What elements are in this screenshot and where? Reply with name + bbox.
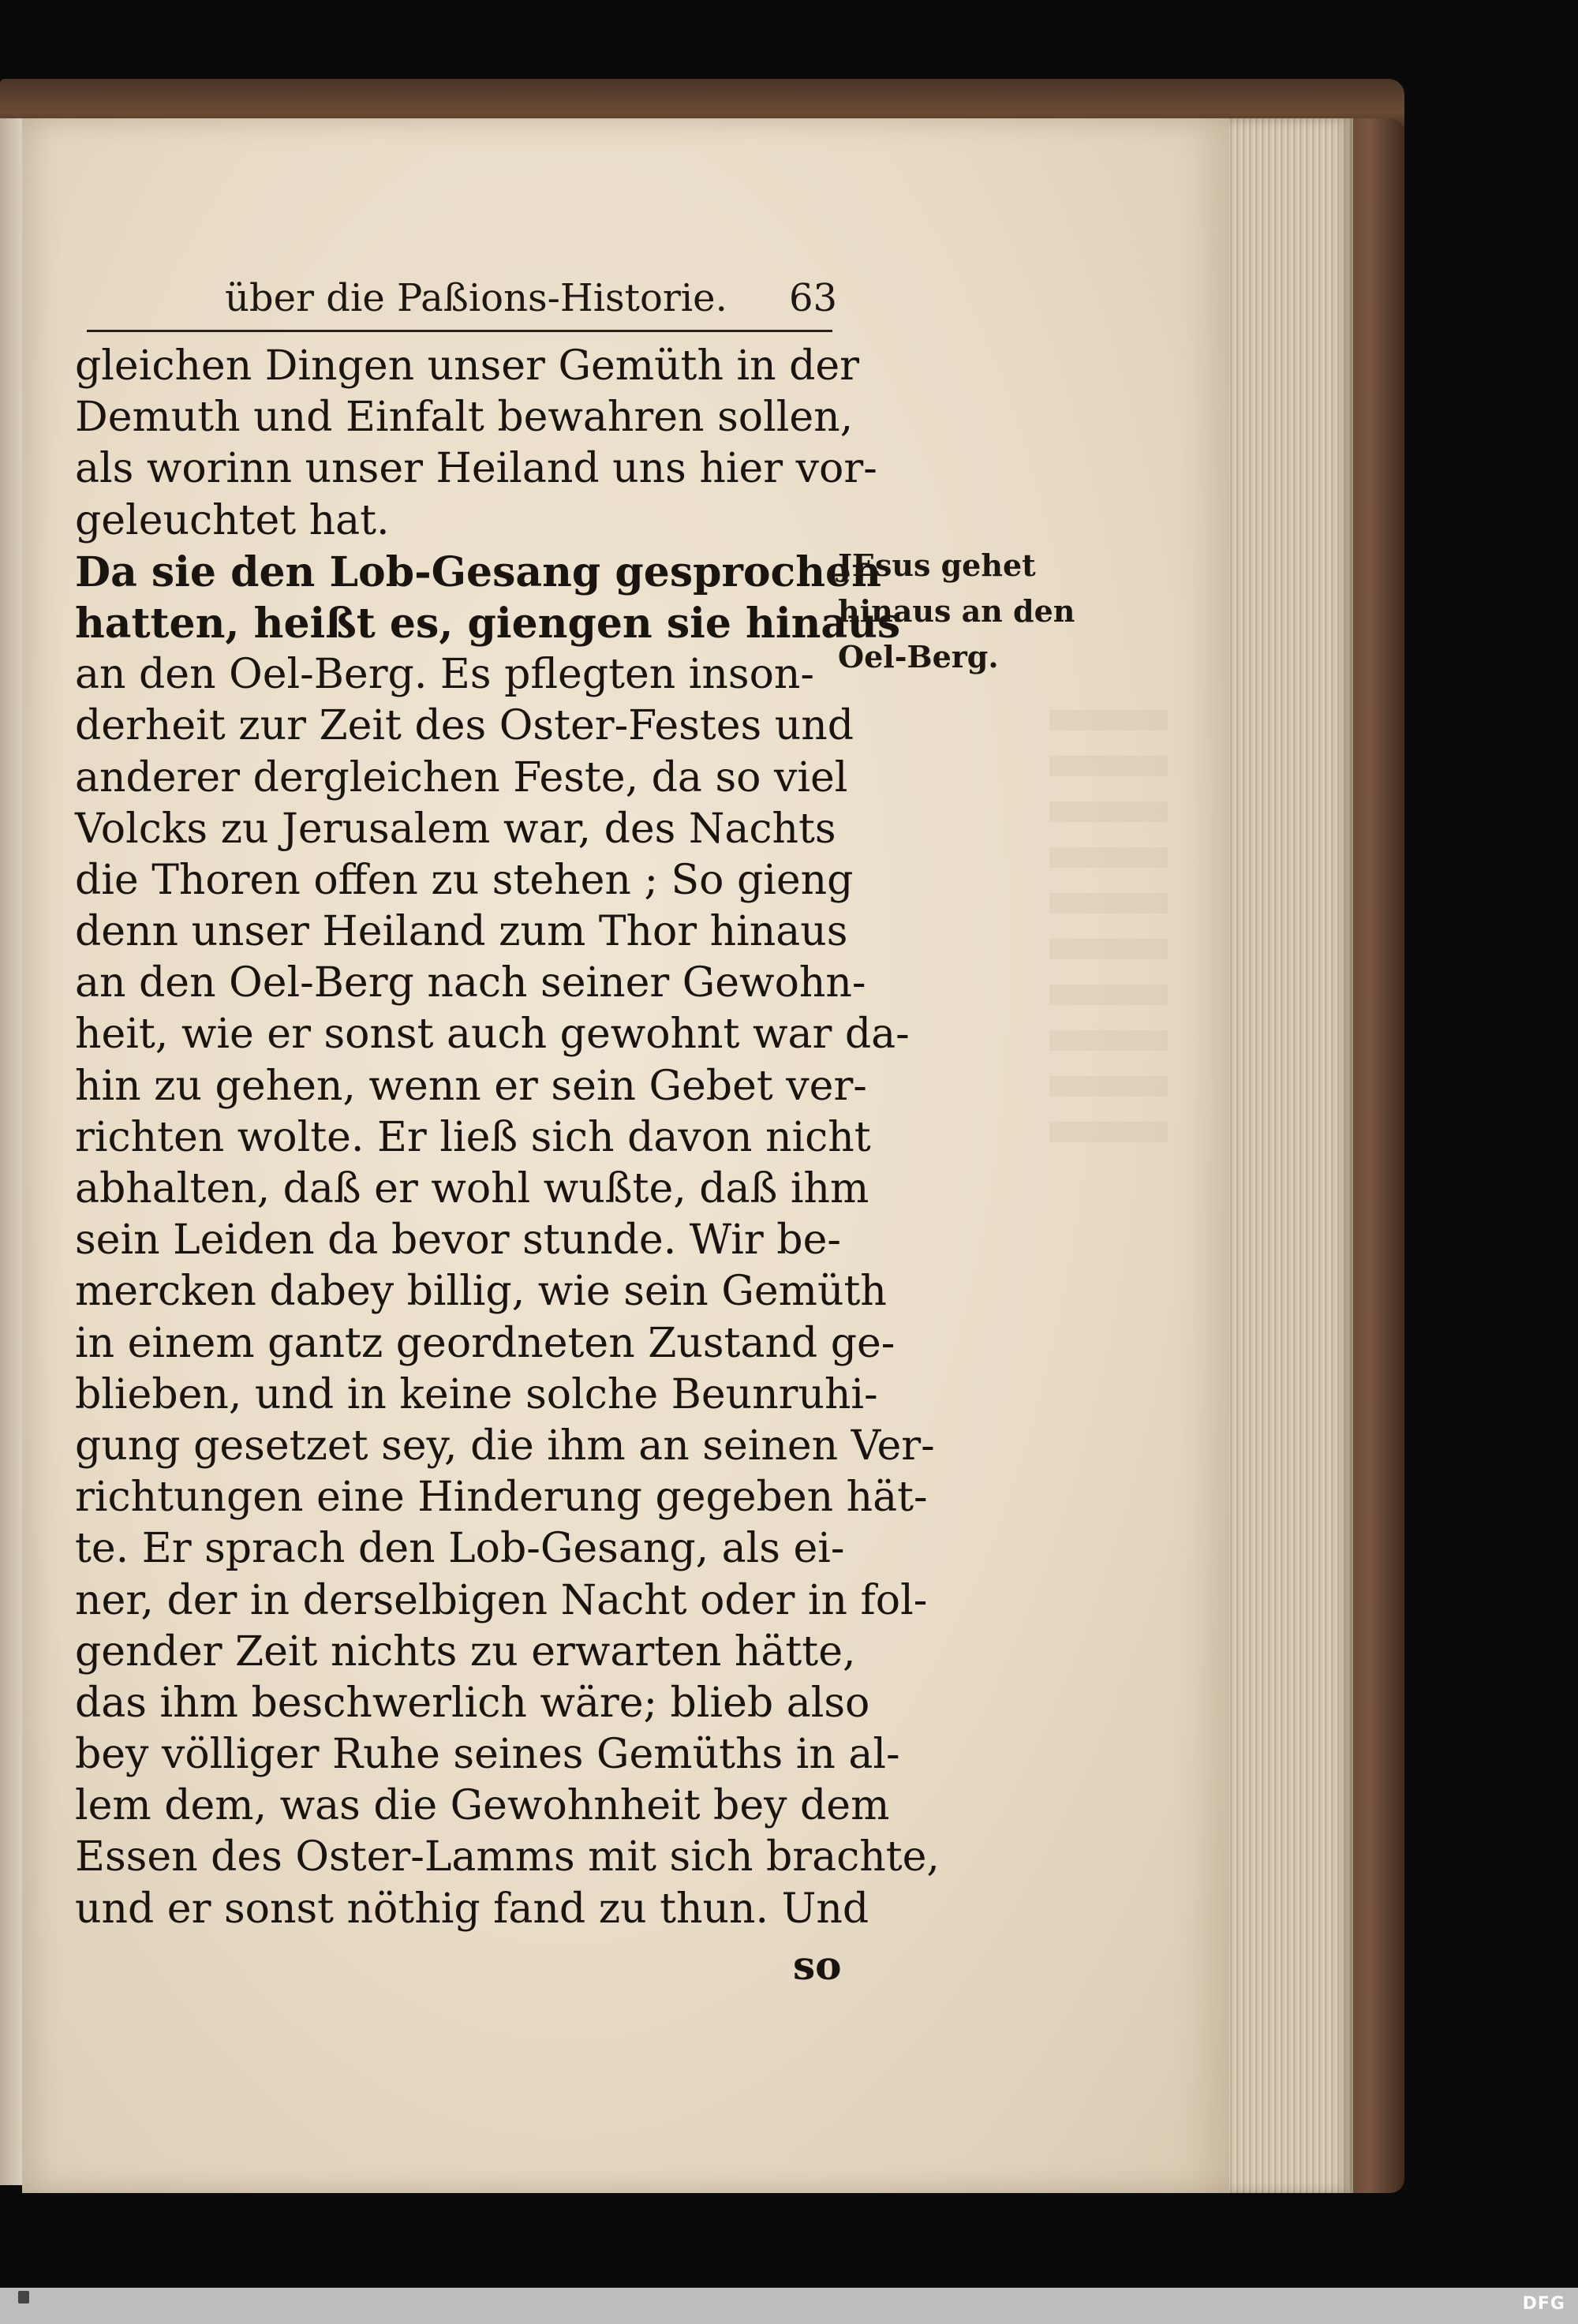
text-line: abhalten, daß er wohl wußte, daß ihm [75, 1165, 869, 1212]
text-line: heit, wie er sonst auch gewohnt war da- [75, 1011, 910, 1059]
text-line-emphasis: hatten, heißt es, giengen sie hinaus [75, 599, 901, 648]
text-line: bey völliger Ruhe seines Gemüths in al- [75, 1731, 900, 1779]
text-line-emphasis: Da sie den Lob-Gesang gesprochen [75, 547, 881, 596]
text-line: lem dem, was die Gewohnheit bey dem [75, 1782, 890, 1830]
text-line: richten wolte. Er ließ sich davon nicht [75, 1113, 871, 1161]
library-crest-icon [18, 2291, 29, 2303]
text-line: gung gesetzet sey, die ihm an seinen Ver- [75, 1422, 935, 1470]
text-line: ner, der in derselbigen Nacht oder in fol- [75, 1576, 928, 1624]
page-number: 63 [789, 276, 838, 320]
text-line: an den Oel-Berg. Es pflegten inson- [75, 651, 814, 699]
text-line: geleuchtet hat. [75, 496, 390, 544]
text-line: gleichen Dingen unser Gemüth in der [75, 342, 860, 390]
text-line: Demuth und Einfalt bewahren sollen, [75, 394, 854, 442]
marginal-note-line: hinaus an den [838, 593, 1075, 629]
header-rule [87, 330, 832, 332]
text-line: als worinn unser Heiland uns hier vor- [75, 445, 877, 493]
dfg-logo: DFG [1522, 2294, 1565, 2314]
text-line: in einem gantz geordneten Zustand ge- [75, 1319, 896, 1367]
catchword: so [793, 1942, 842, 1989]
text-line: denn unser Heiland zum Thor hinaus [75, 908, 848, 956]
marginal-note [838, 543, 1075, 680]
text-line: mercken dabey billig, wie sein Gemüth [75, 1268, 887, 1316]
marginal-note-line: Oel-Berg. [838, 639, 999, 674]
text-line: Volcks zu Jerusalem war, des Nachts [75, 805, 836, 853]
text-line: sein Leiden da bevor stunde. Wir be- [75, 1216, 841, 1265]
text-line: gender Zeit nichts zu erwarten hätte, [75, 1627, 856, 1676]
marginal-note-line: JEsus gehet [838, 547, 1036, 583]
text-line: hin zu gehen, wenn er sein Gebet ver- [75, 1062, 867, 1110]
text-line: das ihm beschwerlich wäre; blieb also [75, 1679, 870, 1727]
viewer-footer-bar [0, 2288, 1578, 2324]
show-through-text [1049, 710, 1168, 1152]
page-gutter [0, 118, 24, 2185]
text-line: blieben, und in keine solche Beunruhi- [75, 1370, 878, 1418]
text-line: te. Er sprach den Lob-Gesang, als ei- [75, 1525, 845, 1573]
text-line: die Thoren offen zu stehen ; So gieng [75, 856, 854, 904]
text-line: und er sonst nöthig fand zu thun. Und [75, 1885, 869, 1933]
text-line: anderer dergleichen Feste, da so viel [75, 753, 848, 801]
text-line: richtungen eine Hinderung gegeben hät- [75, 1474, 928, 1522]
running-head: über die Paßions-Historie. [225, 276, 727, 320]
text-line: Essen des Oster-Lamms mit sich brachte, [75, 1833, 940, 1881]
library-logo-icon [8, 2289, 39, 2322]
text-line: derheit zur Zeit des Oster-Festes und [75, 702, 854, 750]
text-line: an den Oel-Berg nach seiner Gewohn- [75, 959, 866, 1007]
